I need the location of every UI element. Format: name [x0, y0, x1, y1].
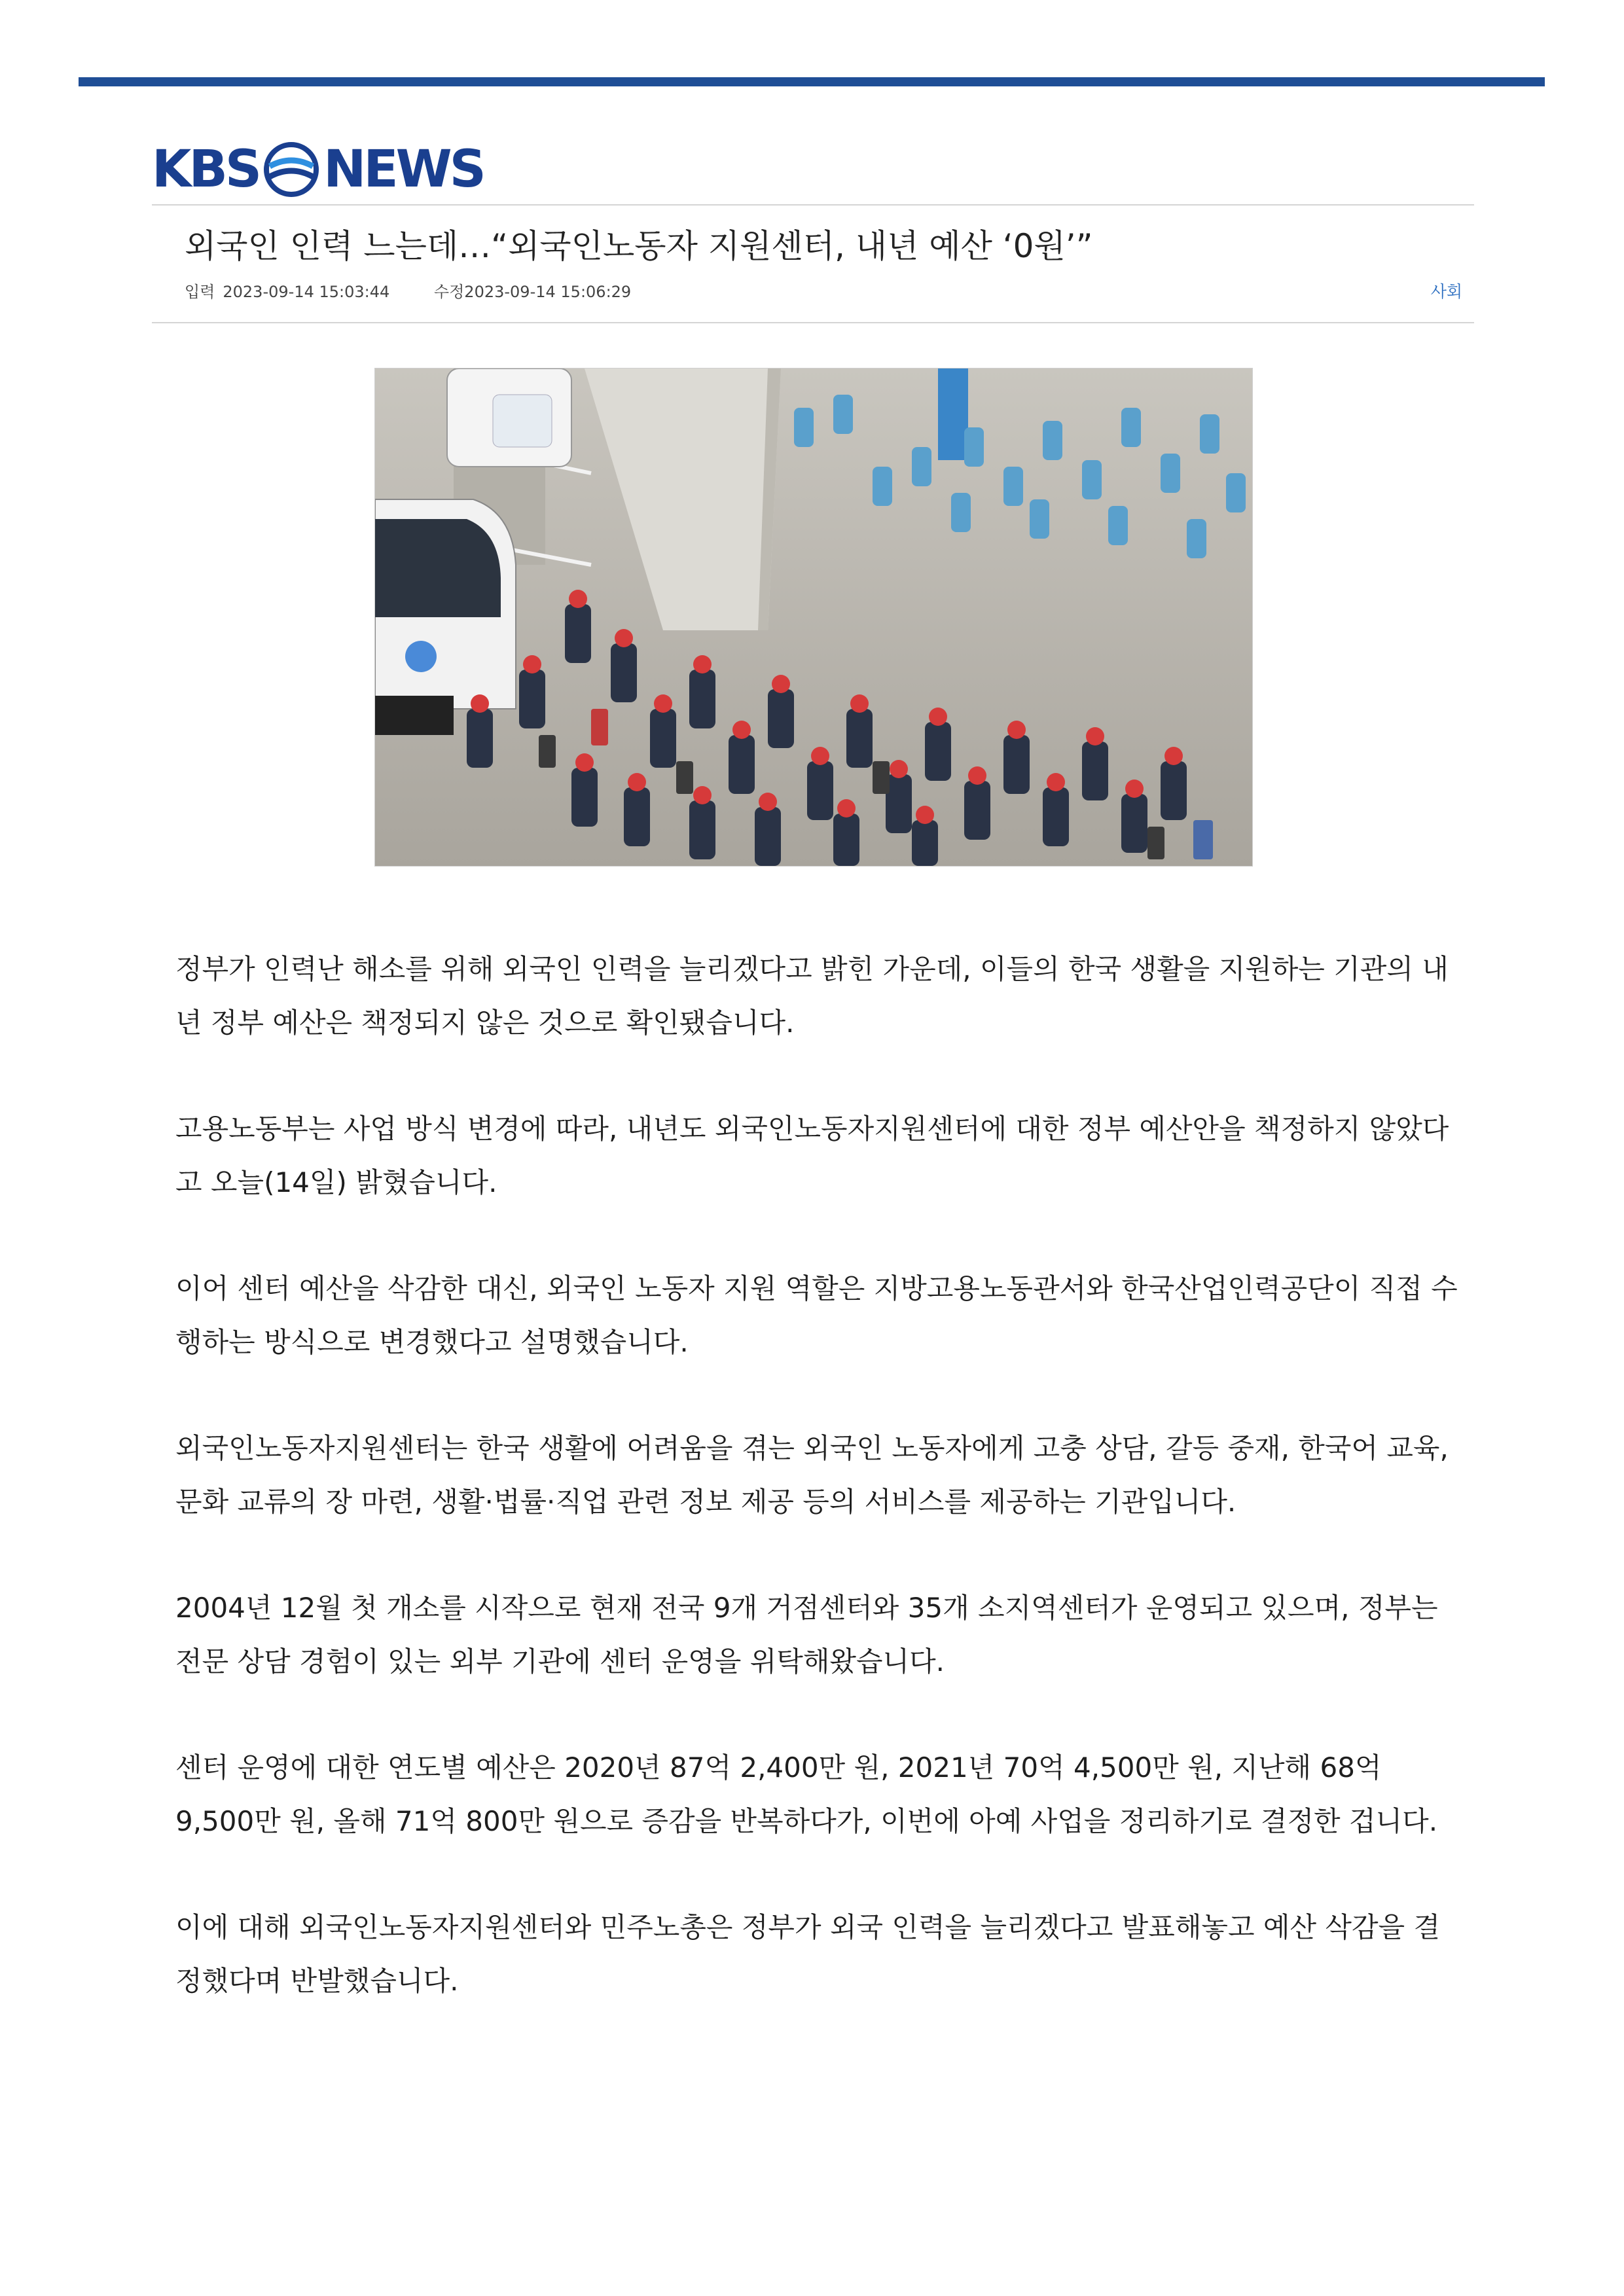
- article-body: [175, 942, 1458, 2060]
- kbs-news-logo[interactable]: [152, 140, 484, 199]
- category-link[interactable]: 사회: [1430, 282, 1462, 301]
- paragraph: 센터 운영에 대한 연도별 예산은 2020년 87억 2,400만 원, 2021년 70억 4,500만 원, 지난해 68억 9,500만 원, 올해 71억 800만 원으로 증감을 반복하다가, 이번에 아예 사업을 정리하기로 결정한 겁니다.: [175, 1751, 1438, 1837]
- header-divider: [152, 204, 1474, 206]
- photo-workers-airport-image: [375, 368, 1252, 866]
- logo-news-text: NEWS: [323, 140, 484, 199]
- modified-time-group: [434, 283, 651, 301]
- logo-kbs-text: KBS: [152, 140, 260, 199]
- input-time-group: [185, 283, 409, 301]
- input-label: 입력: [185, 283, 215, 301]
- paragraph: 정부가 인력난 해소를 위해 외국인 인력을 늘리겠다고 밝힌 가운데, 이들의 한국 생활을 지원하는 기관의 내년 정부 예산은 책정되지 않은 것으로 확인됐습니다.: [175, 953, 1449, 1039]
- article-photo: [374, 368, 1253, 867]
- modified-time: 2023-09-14 15:06:29: [464, 283, 632, 301]
- article-timestamps: [185, 279, 670, 302]
- input-time: 2023-09-14 15:03:44: [223, 283, 390, 301]
- paragraph: 외국인노동자지원센터는 한국 생활에 어려움을 겪는 외국인 노동자에게 고충 상담, 갈등 중재, 한국어 교육, 문화 교류의 장 마련, 생활·법률·직업 관련 정보 제공 등의 서비스를 제공하는 기관입니다.: [175, 1432, 1449, 1518]
- paragraph: 이에 대해 외국인노동자지원센터와 민주노총은 정부가 외국 인력을 늘리겠다고 발표해놓고 예산 삭감을 결정했다며 반발했습니다.: [175, 1911, 1441, 1997]
- paragraph: 고용노동부는 사업 방식 변경에 따라, 내년도 외국인노동자지원센터에 대한 정부 예산안을 책정하지 않았다고 오늘(14일) 밝혔습니다.: [175, 1113, 1449, 1198]
- title-divider: [152, 322, 1474, 323]
- modified-label: 수정: [433, 283, 465, 301]
- globe-icon: [263, 141, 319, 198]
- top-accent-bar: [79, 77, 1545, 86]
- paragraph: 2004년 12월 첫 개소를 시작으로 현재 전국 9개 거점센터와 35개 소지역센터가 운영되고 있으며, 정부는 전문 상담 경험이 있는 외부 기관에 센터 운영을 위탁해왔습니다.: [175, 1592, 1438, 1677]
- article-title: 외국인 인력 느는데…“외국인노동자 지원센터, 내년 예산 ‘0원’”: [185, 227, 1093, 265]
- paragraph: 이어 센터 예산을 삭감한 대신, 외국인 노동자 지원 역할은 지방고용노동관서와 한국산업인력공단이 직접 수행하는 방식으로 변경했다고 설명했습니다.: [175, 1272, 1458, 1358]
